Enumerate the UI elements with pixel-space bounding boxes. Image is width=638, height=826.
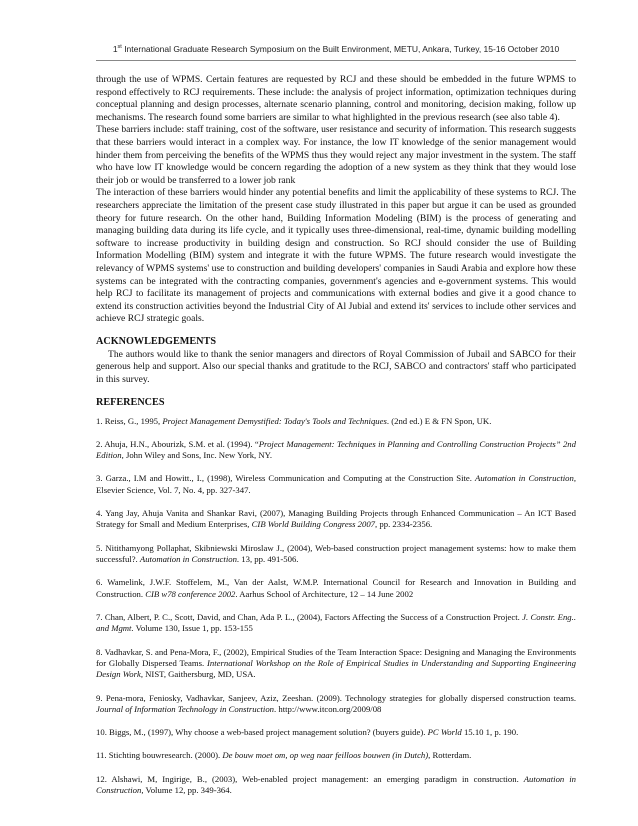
reference-item: 7. Chan, Albert, P. C., Scott, David, and Chan, Ada P. L., (2004), Factors Affecting the Success of a Construction Project. J. Constr. Eng.. and Mgmt. Volume 130, Issue 1, pp. 153-155 — [96, 611, 576, 634]
reference-item: 8. Vadhavkar, S. and Pena-Mora, F., (2002), Empirical Studies of the Team Interaction Space: Designing and Managing the Environments for Globally Dispersed Teams. International Workshop on the Role of Empirical Studies in Understanding and Supporting Engineering Design Work, NIST, Gaithersburg, MD, USA. — [96, 646, 576, 680]
reference-item: 3. Garza., I.M and Howitt., I., (1998), Wireless Communication and Computing at the Construction Site. Automation in Construction, Elsevier Science, Vol. 7, No. 4, pp. 327-347. — [96, 473, 577, 495]
header-rule — [96, 60, 576, 61]
reference-item: 4. Yang Jay, Ahuja Vanita and Shankar Ravi, (2007), Managing Building Projects through Enhanced Communication – An ICT Based Strategy for Small and Medium Enterprises, CIB World Building Congress 2007, pp. 2334-2356. — [96, 508, 576, 530]
body-paragraph: These barriers include: staff training, cost of the software, user resistance and security of information. This research suggests that these barriers would interact in a complex way. For instance, the low IT knowledge of the senior management would hinder them from perceiving the benefits of the WPMS thus they would reject any major investment in the system. The staff who have low IT knowledge would be concern regarding the adoption of a new system as they think that they would lose their job or would be transferred to a lower job rank — [96, 124, 576, 186]
header-ordinal-suffix: st — [117, 44, 122, 51]
reference-item: 6. Wamelink, J.W.F. Stoffelem, M., Van der Aalst, W.M.P. International Council for Research and Innovation in Building and Construction. CIB w78 conference 2002. Aarhus School of Architecture, 12 – 14 June 2002 — [96, 577, 576, 599]
reference-item: 9. Pena-mora, Feniosky, Vadhavkar, Sanjeev, Aziz, Zeeshan. (2009). Technology strategies for globally dispersed construction teams. Journal of Information Technology in Construction. http://www.itcon.org/2009/08 — [96, 692, 576, 714]
reference-item: 5. Nitithamyong Pollaphat, Skibniewski Miroslaw J., (2004), Web-based construction project management systems: how to make them successful?. Automation in Construction. 13, pp. 491-506. — [96, 542, 576, 565]
reference-item: 2. Ahuja, H.N., Abourizk, S.M. et al. (1994). “Project Management: Techniques in Planning and Controlling Construction Projects” 2nd Edition, John Wiley and Sons, Inc. New York, NY. — [96, 438, 576, 461]
references-heading: REFERENCES — [96, 396, 165, 408]
reference-item: 1. Reiss, G., 1995, Project Management Demystified: Today's Tools and Techniques. (2nd ed.) E & FN Spon, UK. — [96, 415, 492, 426]
body-paragraph: The interaction of these barriers would hinder any potential benefits and limit the applicability of these systems to RCJ. The researchers appreciate the limitation of the present case study illustrated in this paper but argue it can be used as grounded theory for future research. On the other hand, Building Information Modeling (BIM) is the process of generating and managing building data during its life cycle, and it typically uses three-dimensional, real-time, dynamic building modelling software to increase productivity in building design and construction. So RCJ should consider the use of Building Information Modelling (BIM) system and integrate it with the future WPMS. The future research would investigate the relevancy of WPMS systems' use to construction and building developers' companies in Saudi Arabia and explore how these systems can be integrated with the contracting companies, government's agencies and e-government systems. This would help RCJ to facilitate its management of projects and communications with external bodies and give it a good chance to extend its construction activities beyond the Industrial City of Al Jubial and extend its' services to include other services and achieve RCJ strategic goals. — [96, 187, 576, 325]
header-ordinal: 1 — [112, 44, 118, 54]
body-paragraph: through the use of WPMS. Certain features are requested by RCJ and these should be embedded in the future WPMS to respond effectively to RCJ requirements. These include: the analysis of project information, optimization techniques during conceptual planning and design processes, alternate scenario planning, control and monitoring, decision making, follow up mechanisms. The research found some barriers are similar to what highlighted in the previous research (see also table 4). — [96, 74, 576, 123]
reference-list — [96, 416, 576, 797]
header-text: International Graduate Research Symposium on the Built Environment, METU, Ankara, Turkey, 15-16 October 2010 — [121, 44, 560, 54]
page-body — [96, 74, 576, 796]
running-header — [96, 44, 576, 54]
acknowledgements-heading: ACKNOWLEDGEMENTS — [96, 335, 217, 347]
reference-item: 10. Biggs, M., (1997), Why choose a web-based project management solution? (buyers guide). PC World 15.10 1, p. 190. — [96, 727, 519, 738]
reference-item: 12. Alshawi, M, Ingirige, B., (2003), Web-enabled project management: an emerging paradigm in construction. Automation in Construction, Volume 12, pp. 349-364. — [96, 773, 576, 795]
reference-item: 11. Stichting bouwresearch. (2000). De bouw moet om, op weg naar feilloos bouwen (in Dutch), Rotterdam. — [96, 750, 472, 761]
acknowledgements-text: The authors would like to thank the senior managers and directors of Royal Commission of Jubail and SABCO for their generous help and support. Also our special thanks and gratitude to the RCJ, SABCO and contractors' staff who participated in this survey. — [96, 348, 576, 386]
